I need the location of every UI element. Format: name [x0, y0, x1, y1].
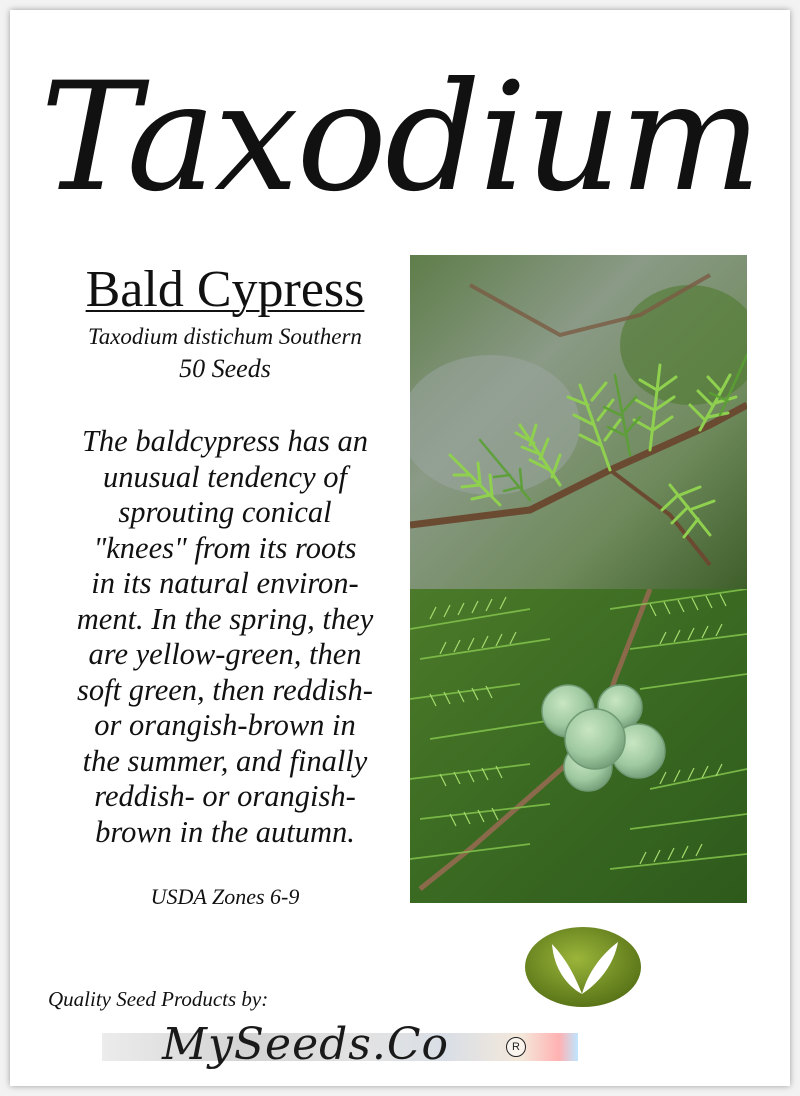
description-line: sprouting conical [118, 495, 332, 529]
seed-packet [10, 10, 790, 1086]
description-line: in its natural environ- [91, 566, 359, 600]
quality-label: Quality Seed Products by: [48, 987, 269, 1011]
description-line: the summer, and finally [82, 743, 368, 778]
description-line: ment. In the spring, they [76, 601, 374, 636]
description-line: "knees" from its roots [93, 530, 357, 565]
common-name: Bald Cypress [85, 261, 365, 318]
description-line: brown in the autumn. [95, 814, 355, 849]
registered-mark: R [506, 1037, 526, 1057]
description [28, 424, 422, 850]
usda-zones: USDA Zones 6-9 [150, 884, 300, 909]
description-line: The baldcypress has an [81, 424, 369, 458]
seed-count: 50 Seeds [179, 354, 271, 383]
description-line: unusual tendency of [103, 459, 347, 494]
description-line: or orangish-brown in [94, 708, 356, 742]
latin-name: Taxodium distichum Southern [88, 324, 362, 349]
leaf-logo-icon [522, 924, 644, 1010]
brand-logo [102, 1019, 582, 1070]
cones-photo [410, 589, 747, 903]
description-line: are yellow-green, then [88, 637, 362, 671]
brand-name: MySeeds.Co [162, 1019, 450, 1070]
description-line: reddish- or orangish- [94, 779, 356, 813]
foliage-photo [410, 255, 747, 589]
packet-title: Taxodium [40, 51, 760, 225]
description-line: soft green, then reddish- [77, 672, 373, 707]
